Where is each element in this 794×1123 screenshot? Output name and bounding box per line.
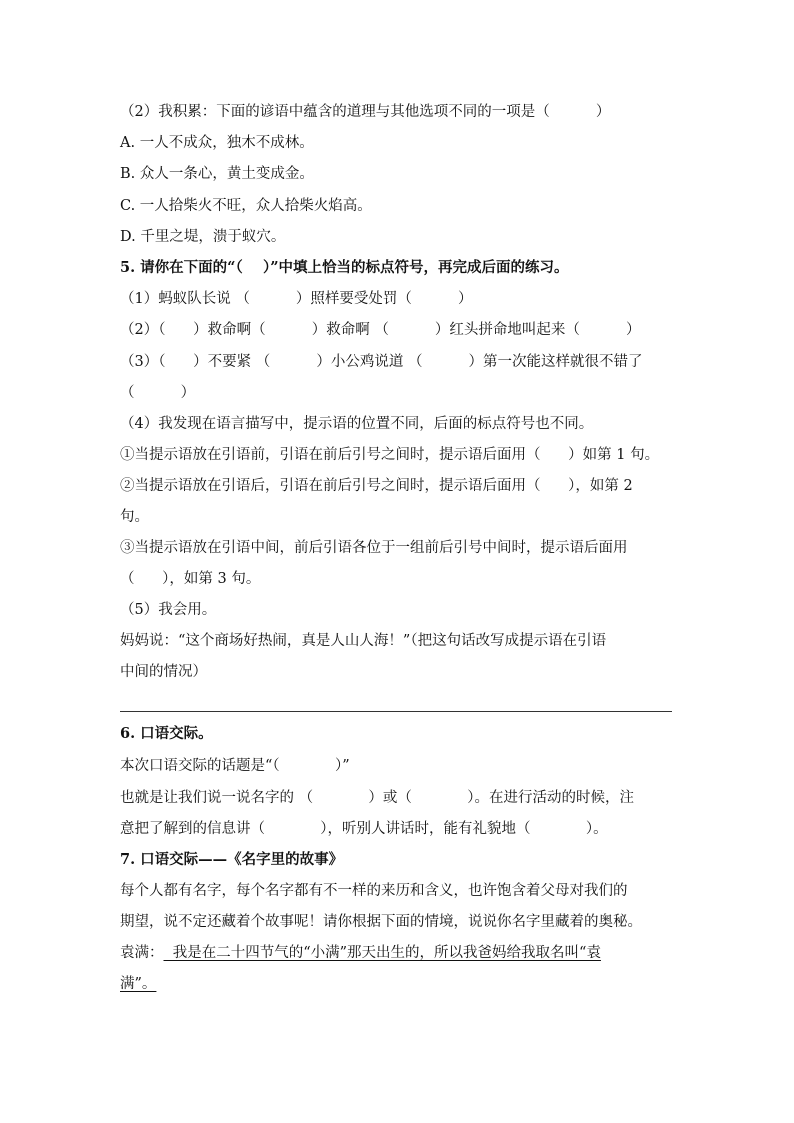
- q7-line-1: 每个人都有名字，每个名字都有不一样的来历和含义，也许饱含着父母对我们的: [120, 883, 628, 899]
- q6-line-2: 也就是让我们说一说名字的 （ ）或（ ）。在进行活动的时候，注: [120, 790, 634, 806]
- q5-item-3: （3）（ ）不要紧 （ ）小公鸡说道 （ ）第一次能这样就很不错了: [120, 354, 643, 370]
- q5-item-4-3: ③当提示语放在引语中间，前后引语各位于一组前后引号中间时，提示语后面用: [120, 540, 628, 556]
- q5-item-2: （2）（ ）救命啊（ ）救命啊 （ ）红头拼命地叫起来（ ）: [120, 322, 641, 338]
- q2-option-d: D. 千里之堤，溃于蚁穴。: [120, 229, 286, 245]
- q5-item-4-2: ②当提示语放在引语后，引语在前后引号之间时，提示语后面用（ ），如第 2: [120, 478, 633, 494]
- q5-item-3-cont: （ ）: [120, 385, 196, 401]
- q6-line-1: 本次口语交际的话题是“（ ）”: [120, 758, 350, 774]
- answer-line[interactable]: [120, 711, 672, 712]
- q5-item-4-2-cont: 句。: [120, 509, 149, 525]
- q5-item-4-1: ①当提示语放在引语前，引语在前后引号之间时，提示语后面用（ ）如第 1 句。: [120, 447, 660, 463]
- q5-item-5-sentence: 妈妈说：“这个商场好热闹，真是人山人海！”（把这句话改写成提示语在引语: [120, 633, 607, 649]
- q7-example-line: [120, 943, 601, 963]
- q5-item-4: （4）我发现在语言描写中，提示语的位置不同，后面的标点符号也不同。: [120, 416, 594, 432]
- q5-title: 5. 请你在下面的“（ ）”中填上恰当的标点符号，再完成后面的练习。: [120, 259, 569, 276]
- q6-line-3: 意把了解到的信息讲（ ），听别人讲话时，能有礼貌地（ ）。: [120, 821, 608, 837]
- q5-item-5: （5）我会用。: [120, 602, 217, 618]
- q2-prompt: （2）我积累：下面的谚语中蕴含的道理与其他选项不同的一项是（ ）: [120, 104, 611, 120]
- q5-item-5-sentence-cont: 中间的情况）: [120, 664, 207, 680]
- q5-item-4-3-cont: （ ），如第 3 句。: [120, 571, 261, 587]
- q2-option-b: B. 众人一条心，黄土变成金。: [120, 166, 314, 182]
- q5-item-1: （1）蚂蚁队长说 （ ）照样要受处罚（ ）: [120, 291, 473, 307]
- q7-title: 7. 口语交际——《名字里的故事》: [120, 851, 344, 868]
- q6-title: 6. 口语交际。: [120, 725, 213, 742]
- q7-example-text: 我是在二十四节气的“小满”那天出生的，所以我爸妈给我取名叫“袁: [163, 945, 601, 961]
- q2-option-c: C. 一人拾柴火不旺，众人拾柴火焰高。: [120, 198, 372, 214]
- q7-example-label: 袁满：: [120, 945, 164, 961]
- q7-line-2: 期望，说不定还藏着个故事呢！请你根据下面的情境，说说你名字里藏着的奥秘。: [120, 914, 642, 930]
- q2-option-a: A. 一人不成众，独木不成林。: [120, 135, 314, 151]
- q7-example-text-cont: 满”。: [120, 976, 157, 992]
